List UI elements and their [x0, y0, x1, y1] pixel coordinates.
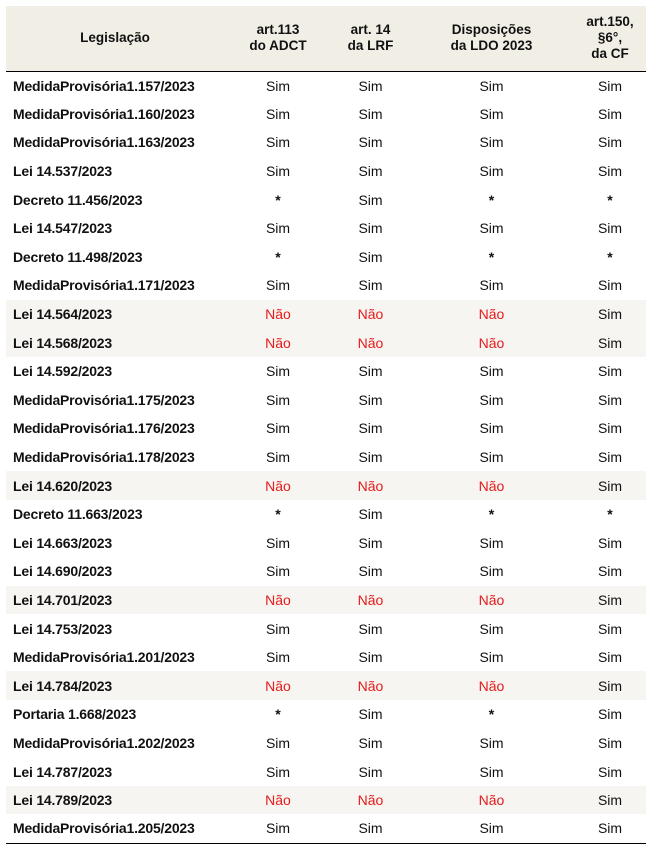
table-row: [6, 471, 646, 500]
status-cell: Sim: [479, 391, 504, 408]
table-row: [6, 243, 646, 272]
status-cell: *: [275, 506, 281, 523]
status-cell: Sim: [358, 563, 383, 580]
legislation-name-cell: Decreto 11.498/2023: [13, 248, 143, 265]
status-cell: Sim: [358, 534, 383, 551]
status-cell: *: [275, 191, 281, 208]
status-cell: *: [488, 506, 495, 523]
status-cell: Sim: [358, 105, 383, 122]
status-cell: Não: [265, 677, 291, 694]
status-cell: Sim: [597, 391, 623, 408]
table-row: [6, 500, 646, 529]
status-cell: Sim: [597, 220, 623, 237]
table-row: [6, 185, 646, 214]
status-cell: Sim: [597, 820, 623, 837]
status-cell: Sim: [265, 277, 291, 294]
legislation-name-cell: MedidaProvisória1.201/2023: [13, 649, 195, 666]
status-cell: Sim: [358, 134, 383, 151]
status-cell: Não: [478, 477, 505, 494]
table-row: [6, 128, 646, 157]
table-row: [6, 700, 646, 729]
status-cell: Sim: [479, 277, 504, 294]
status-cell: Não: [357, 477, 384, 494]
status-cell: Sim: [358, 220, 383, 237]
status-cell: Sim: [479, 134, 504, 151]
status-cell: Sim: [597, 706, 623, 723]
table-row: [6, 357, 646, 386]
legislation-name-cell: Lei 14.789/2023: [13, 792, 112, 809]
status-cell: Sim: [265, 105, 291, 122]
status-cell: Sim: [358, 391, 383, 408]
status-cell: Sim: [265, 620, 291, 637]
status-cell: Sim: [597, 134, 623, 151]
status-cell: Sim: [265, 391, 291, 408]
legislation-name-cell: MedidaProvisória1.202/2023: [13, 734, 195, 751]
status-cell: Sim: [358, 734, 383, 751]
status-cell: Sim: [265, 163, 291, 180]
status-cell: Sim: [265, 134, 291, 151]
status-cell: *: [275, 706, 281, 723]
status-cell: Sim: [358, 620, 383, 637]
legislation-name-cell: Lei 14.564/2023: [13, 306, 112, 323]
status-cell: Não: [265, 591, 291, 608]
legislation-name-cell: MedidaProvisória1.205/2023: [13, 820, 195, 837]
status-cell: Sim: [597, 449, 623, 466]
status-cell: Sim: [358, 163, 383, 180]
status-cell: Sim: [358, 449, 383, 466]
status-cell: *: [488, 248, 495, 265]
status-cell: Não: [265, 792, 291, 809]
legislation-name-cell: MedidaProvisória1.178/2023: [13, 449, 195, 466]
legislation-name-cell: Lei 14.784/2023: [13, 677, 112, 694]
status-cell: Sim: [597, 620, 623, 637]
legislation-name-cell: Lei 14.547/2023: [13, 220, 112, 237]
status-cell: Sim: [597, 734, 623, 751]
table-row: [6, 557, 646, 586]
status-cell: *: [607, 506, 613, 523]
status-cell: Sim: [265, 449, 291, 466]
table-row: [6, 386, 646, 415]
status-cell: Sim: [597, 591, 623, 608]
status-cell: Sim: [597, 77, 623, 94]
table-row: [6, 443, 646, 472]
status-cell: Não: [265, 306, 291, 323]
status-cell: Sim: [479, 420, 504, 437]
header-art113-adct: art.113 do ADCT: [249, 22, 307, 54]
legislation-table-container: [6, 6, 646, 844]
status-cell: Sim: [265, 763, 291, 780]
status-cell: Sim: [358, 277, 383, 294]
status-cell: Sim: [358, 649, 383, 666]
legislation-name-cell: Lei 14.568/2023: [13, 334, 112, 351]
status-cell: *: [488, 191, 495, 208]
legislation-name-cell: Decreto 11.456/2023: [13, 191, 143, 208]
status-cell: Sim: [265, 363, 291, 380]
status-cell: Sim: [265, 77, 291, 94]
status-cell: Não: [478, 591, 505, 608]
legislation-name-cell: MedidaProvisória1.157/2023: [13, 77, 195, 94]
table-row: [6, 529, 646, 558]
table-row: [6, 71, 646, 100]
legislation-name-cell: Lei 14.753/2023: [13, 620, 112, 637]
status-cell: Sim: [265, 820, 291, 837]
status-cell: *: [275, 248, 281, 265]
table-row: [6, 814, 646, 843]
status-cell: Sim: [265, 734, 291, 751]
header-art14-lrf: art. 14 da LRF: [347, 22, 394, 54]
legislation-name-cell: MedidaProvisória1.175/2023: [13, 391, 195, 408]
status-cell: Sim: [597, 677, 623, 694]
status-cell: Sim: [597, 763, 623, 780]
table-row: [6, 214, 646, 243]
status-cell: Sim: [597, 363, 623, 380]
status-cell: Não: [478, 677, 505, 694]
status-cell: Não: [357, 334, 384, 351]
legislation-name-cell: Decreto 11.663/2023: [13, 506, 143, 523]
status-cell: Sim: [597, 306, 623, 323]
status-cell: Sim: [479, 220, 504, 237]
status-cell: *: [607, 191, 613, 208]
status-cell: Não: [478, 334, 505, 351]
status-cell: Sim: [479, 763, 504, 780]
header-ldo-2023: Disposições da LDO 2023: [450, 22, 533, 54]
status-cell: Sim: [597, 649, 623, 666]
status-cell: Sim: [597, 163, 623, 180]
table-row: [6, 786, 646, 815]
table-row: [6, 643, 646, 672]
legislation-name-cell: MedidaProvisória1.171/2023: [13, 277, 195, 294]
legislation-name-cell: Lei 14.701/2023: [13, 591, 112, 608]
status-cell: Não: [357, 792, 384, 809]
legislation-name-cell: Lei 14.620/2023: [13, 477, 112, 494]
status-cell: Sim: [358, 820, 383, 837]
table-row: [6, 328, 646, 357]
status-cell: Sim: [358, 506, 383, 523]
status-cell: Não: [357, 591, 384, 608]
table-body: [6, 71, 646, 843]
status-cell: Não: [265, 477, 291, 494]
status-cell: Sim: [479, 363, 504, 380]
status-cell: Sim: [479, 620, 504, 637]
legislation-table: [6, 6, 646, 844]
status-cell: Sim: [358, 363, 383, 380]
legislation-name-cell: Lei 14.592/2023: [13, 363, 112, 380]
table-header-row: [6, 6, 646, 71]
status-cell: Sim: [358, 706, 383, 723]
status-cell: Sim: [358, 248, 383, 265]
status-cell: Não: [357, 306, 384, 323]
status-cell: Sim: [597, 105, 623, 122]
status-cell: Sim: [597, 563, 623, 580]
table-row: [6, 414, 646, 443]
status-cell: Sim: [597, 277, 623, 294]
status-cell: Sim: [597, 534, 623, 551]
status-cell: Sim: [265, 420, 291, 437]
header-art150-cf: art.150, §6°, da CF: [586, 14, 634, 62]
table-row: [6, 157, 646, 186]
status-cell: Sim: [479, 820, 504, 837]
table-row: [6, 671, 646, 700]
table-row: [6, 586, 646, 615]
legislation-name-cell: Lei 14.787/2023: [13, 763, 112, 780]
status-cell: *: [488, 706, 495, 723]
legislation-name-cell: MedidaProvisória1.163/2023: [13, 134, 195, 151]
legislation-name-cell: MedidaProvisória1.176/2023: [13, 420, 195, 437]
status-cell: Sim: [479, 77, 504, 94]
table-row: [6, 271, 646, 300]
status-cell: *: [607, 248, 613, 265]
status-cell: Sim: [479, 563, 504, 580]
legislation-name-cell: Lei 14.537/2023: [13, 163, 112, 180]
status-cell: Sim: [358, 191, 383, 208]
legislation-name-cell: Portaria 1.668/2023: [13, 706, 137, 723]
legislation-name-cell: Lei 14.663/2023: [13, 534, 112, 551]
header-legislacao: Legislação: [80, 30, 150, 46]
status-cell: Não: [265, 334, 291, 351]
status-cell: Sim: [597, 334, 623, 351]
table-row: [6, 757, 646, 786]
status-cell: Não: [478, 792, 505, 809]
status-cell: Sim: [479, 734, 504, 751]
status-cell: Sim: [358, 420, 383, 437]
table-row: [6, 300, 646, 329]
table-row: [6, 614, 646, 643]
status-cell: Sim: [597, 477, 623, 494]
status-cell: Sim: [479, 105, 504, 122]
table-row: [6, 100, 646, 129]
status-cell: Sim: [479, 449, 504, 466]
status-cell: Sim: [479, 534, 504, 551]
status-cell: Sim: [265, 534, 291, 551]
status-cell: Sim: [265, 220, 291, 237]
status-cell: Sim: [479, 649, 504, 666]
table-row: [6, 729, 646, 758]
status-cell: Sim: [597, 420, 623, 437]
status-cell: Sim: [597, 792, 623, 809]
status-cell: Sim: [358, 77, 383, 94]
legislation-name-cell: Lei 14.690/2023: [13, 563, 112, 580]
legislation-name-cell: MedidaProvisória1.160/2023: [13, 105, 195, 122]
status-cell: Sim: [479, 163, 504, 180]
status-cell: Não: [478, 306, 505, 323]
status-cell: Sim: [265, 563, 291, 580]
status-cell: Não: [357, 677, 384, 694]
status-cell: Sim: [358, 763, 383, 780]
status-cell: Sim: [265, 649, 291, 666]
